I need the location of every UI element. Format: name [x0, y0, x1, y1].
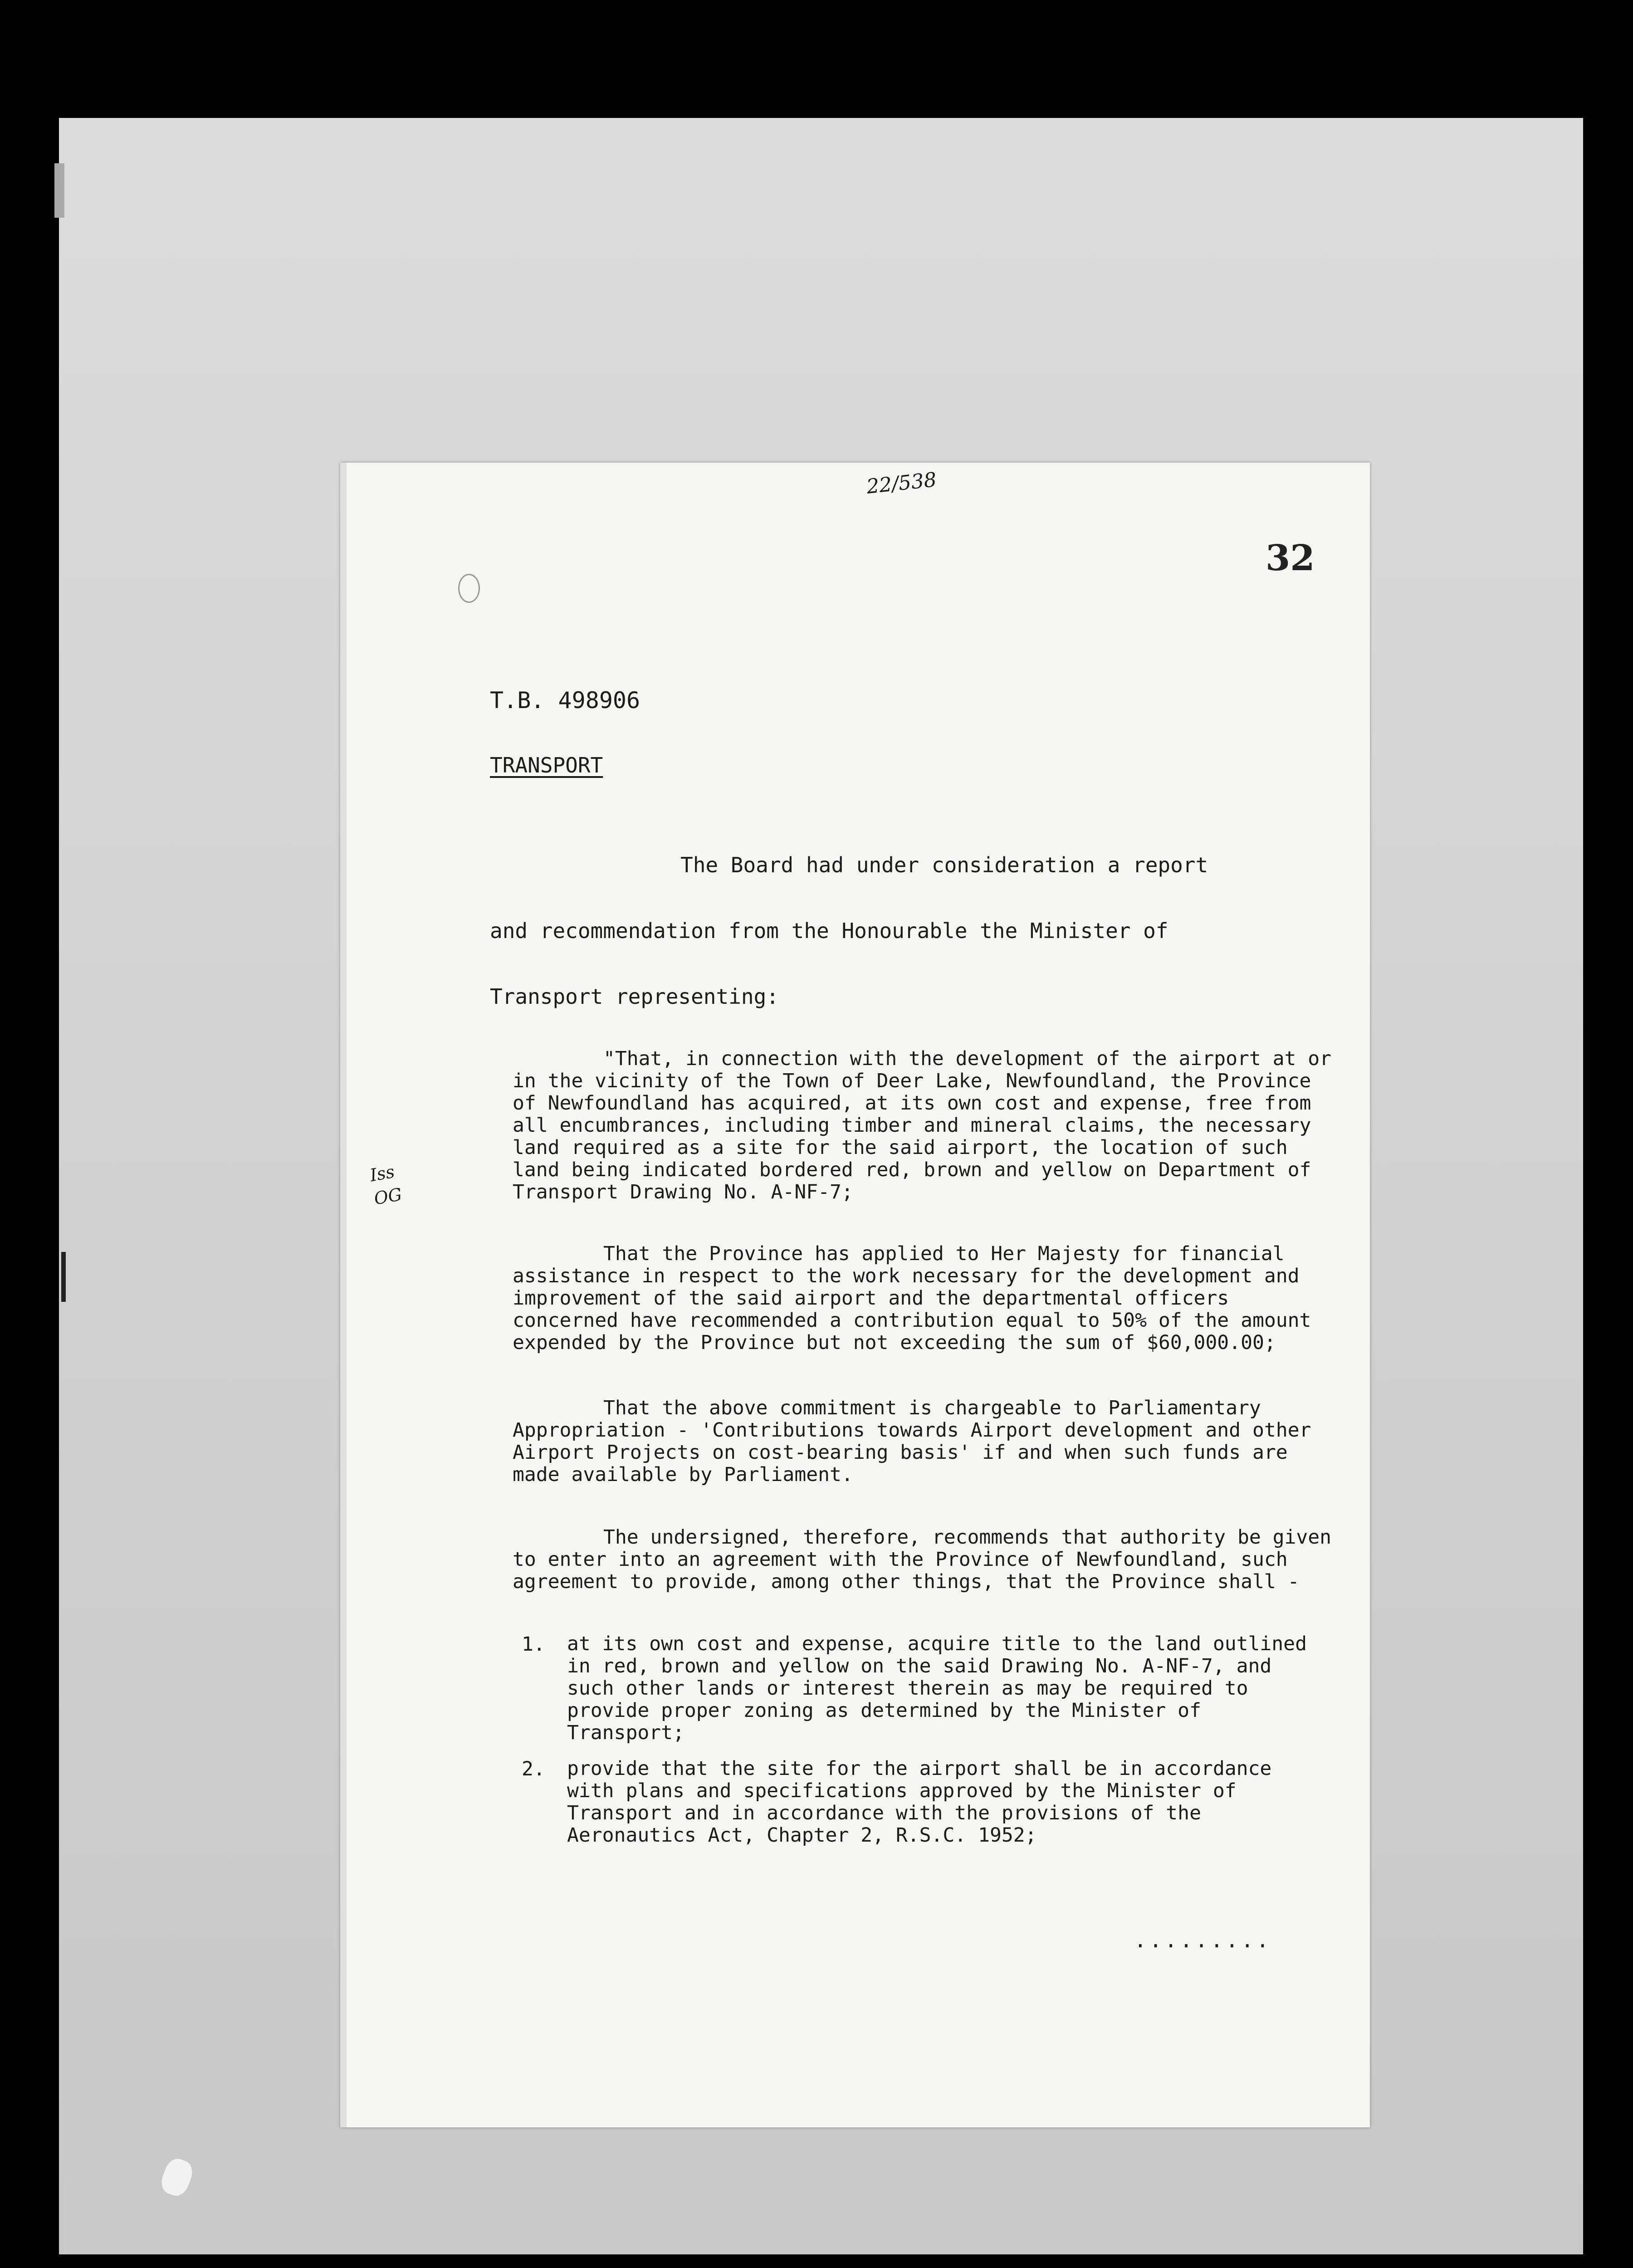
paragraph-4: The undersigned, therefore, recommends that authority be given to enter into an agreement with the Province of Newfoundland, such agreement to provide, among other things, that the Province shall - [513, 1526, 1332, 1593]
page-number: 32 [1266, 538, 1315, 579]
item-number-2: 2. [522, 1758, 545, 1780]
item-number-1: 1. [522, 1633, 545, 1656]
film-edge-mark [54, 163, 64, 218]
margin-note: Iss OG [368, 1161, 404, 1209]
mount-bottom-strip [64, 2132, 1579, 2254]
intro-line-1: The Board had under consideration a report [680, 853, 1208, 877]
item-text-1: at its own cost and expense, acquire title to the land outlined in red, brown and yellow on the said Drawing No. A-NF-7, and such other lands or interest therein as may be required to provide proper zoning as determined by the Minister of Transport; [567, 1633, 1307, 1744]
tb-number: T.B. 498906 [490, 687, 640, 714]
item-text-2: provide that the site for the airport shall be in accordance with plans and specifications approved by the Minister of Transport and in accordance with the provisions of the Aeronautics Act, Chapter 2, R.S.C. 1952; [567, 1757, 1272, 1847]
intro-line-2: and recommendation from the Honourable the Minister of [490, 919, 1169, 943]
paragraph-1: "That, in connection with the development of the airport at or in the vicinity of the Town of Deer Lake, Newfoundland, the Province of Newfoundland has acquired, at its own cost and expense, free from all encumbrances, including timber and mineral claims, the necessary land required as a site for the said airport, the location of such land being indicated bordered red, brown and yellow on Department of Transport Drawing No. A-NF-7; [513, 1047, 1332, 1203]
paragraph-3: That the above commitment is chargeable to Parliamentary Appropriation - 'Contributions towards Airport development and other Airport Projects on cost-bearing basis' if and when such funds are made available by Parliament. [513, 1397, 1311, 1486]
department-heading: TRANSPORT [490, 753, 603, 777]
file-reference: 22/538 [865, 468, 938, 499]
intro-line-3: Transport representing: [490, 984, 779, 1009]
typed-page [340, 463, 1370, 2127]
film-edge-mark [61, 1252, 66, 1302]
paragraph-2: That the Province has applied to Her Majesty for financial assistance in respect to the work necessary for the development and improvement of the said airport and the departmental officers concerned have recommended a contribution equal to 50% of the amount expended by the Province but not exceeding the sum of $60,000.00; [513, 1242, 1311, 1354]
punch-hole [458, 574, 480, 603]
continuation-dots: ......... [1134, 1928, 1272, 1952]
